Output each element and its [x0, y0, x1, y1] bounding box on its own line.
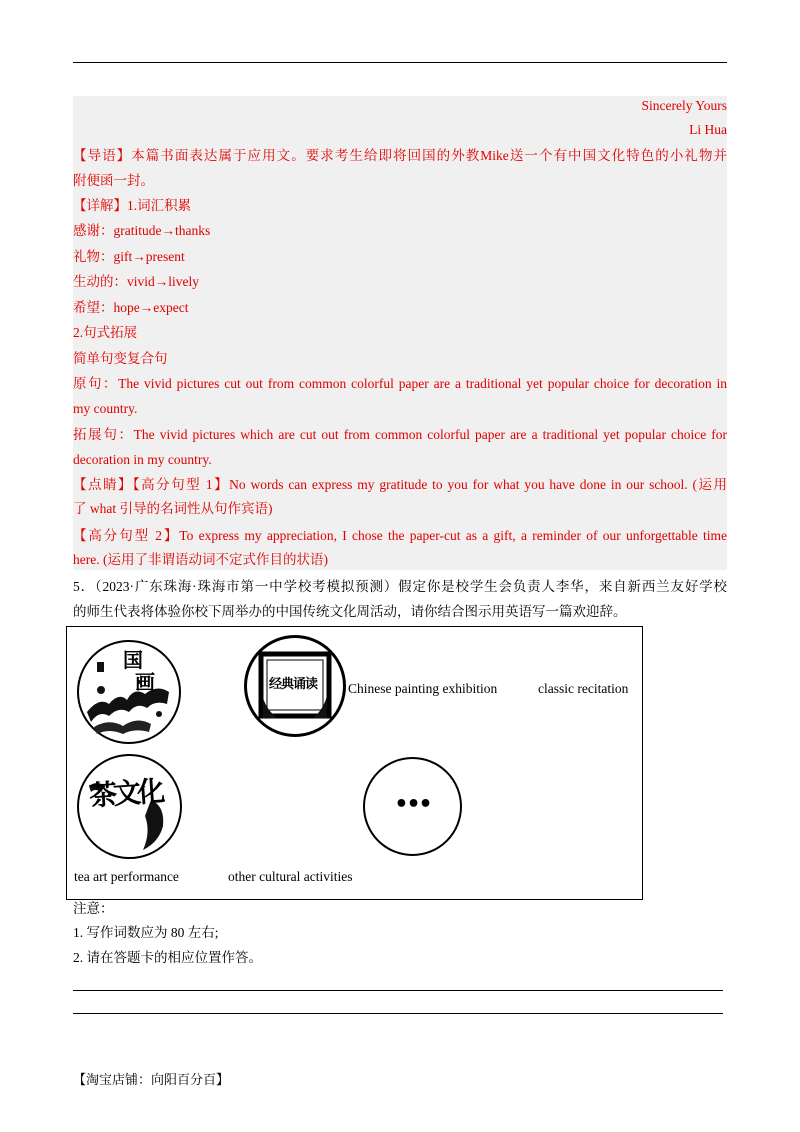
painting-glyph: 国: [123, 648, 143, 672]
highlight-line-3: 【高分句型 2】To express my appreciation, I chose the paper-cut as a gift, a reminder of our unforgettable time: [73, 528, 727, 543]
painting-glyph: 画: [135, 670, 155, 694]
ellipsis-icon: •••: [394, 792, 431, 817]
sign-off: Sincerely Yours: [641, 98, 727, 113]
caption-classic-recitation: classic recitation: [538, 681, 629, 696]
tea-art-image: [77, 754, 182, 859]
signer: Li Hua: [689, 122, 727, 137]
notes-title: 注意：: [73, 901, 114, 916]
expanded-sentence-2: decoration in my country.: [73, 452, 212, 467]
highlight-line-2: 了 what 引导的名词性从句作宾语): [73, 501, 273, 516]
footer-store: 【淘宝店铺：向阳百分百】: [73, 1072, 230, 1087]
vocab-item: 礼物：gift→present: [73, 249, 185, 264]
figure-box: [66, 626, 643, 900]
vocab-item: 希望：hope→expect: [73, 300, 189, 315]
guide-text-1: 本篇书面表达属于应用文。要求考生给即将回国的外教Mike送一个有中国文化特色的小礼物并: [131, 148, 727, 163]
caption-tea-art: tea art performance: [74, 869, 179, 884]
highlight-line-1: 【点睛】【高分句型 1】No words can express my gratitude to you for what you have done in our school. (运用: [73, 477, 727, 492]
expanded-sentence-1: 拓展句：The vivid pictures which are cut out from common colorful paper are a traditional yet popular choice for: [73, 427, 727, 442]
section-2-title: 2.句式拓展: [73, 325, 138, 340]
answer-line: [73, 1013, 723, 1014]
vocab-item: 生动的：vivid→lively: [73, 274, 199, 289]
vocab-item: 感谢：gratitude→thanks: [73, 223, 211, 238]
note-item: 1. 写作词数应为 80 左右;: [73, 925, 219, 940]
question-line-1: 5．（2023·广东珠海·珠海市第一中学校考模拟预测）假定你是校学生会负责人李华，来自新西兰友好学校: [73, 579, 727, 594]
caption-other-activities: other cultural activities: [228, 869, 353, 884]
other-activities-image: [363, 757, 462, 856]
caption-chinese-painting: Chinese painting exhibition: [348, 681, 498, 696]
guide-line-2: 附便函一封。: [73, 173, 154, 188]
guide-tag: 【导语】: [73, 148, 132, 163]
original-sentence-2: my country.: [73, 401, 138, 416]
note-item: 2. 请在答题卡的相应位置作答。: [73, 950, 262, 965]
classic-recitation-image: [244, 635, 346, 737]
answer-line: [73, 990, 723, 991]
section-2-subtitle: 简单句变复合句: [73, 351, 168, 366]
original-sentence-1: 原句：The vivid pictures cut out from common colorful paper are a traditional yet popular choice for decoration in: [73, 376, 727, 391]
recitation-glyphs: 经典诵读: [269, 677, 318, 692]
question-line-2: 的师生代表将体验你校下周举办的中国传统文化周活动，请你结合图示用英语写一篇欢迎辞。: [73, 604, 627, 619]
highlight-line-4: here. (运用了非谓语动词不定式作目的状语): [73, 552, 328, 567]
tea-glyphs: 茶文化: [88, 774, 163, 813]
chinese-painting-image: [77, 640, 181, 744]
detail-header: 【详解】1.词汇积累: [73, 198, 192, 213]
guide-line-1: [73, 147, 727, 165]
header-rule: [73, 62, 727, 63]
